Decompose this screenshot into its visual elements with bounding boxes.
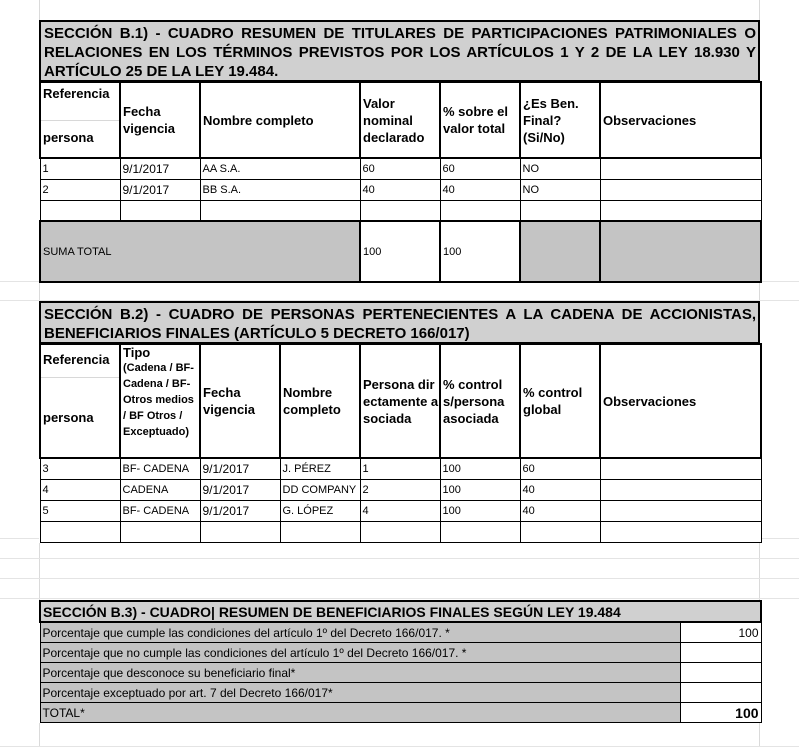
b2-cell-empty[interactable] <box>520 521 600 542</box>
b2-cell-persona[interactable]: 4 <box>360 500 440 521</box>
b1-cell-pct[interactable]: 60 <box>440 158 520 179</box>
b2-cell-nombre[interactable]: DD COMPANY <box>280 479 360 500</box>
b2-cell-ref[interactable]: 4 <box>40 479 120 500</box>
b2-header-fecha: Fecha vigencia <box>200 344 280 458</box>
b3-row-value[interactable] <box>680 663 761 683</box>
b2-cell-control[interactable]: 100 <box>440 500 520 521</box>
b1-header-nombre: Nombre completo <box>200 82 360 158</box>
b1-header-ref-top: Referencia <box>43 86 110 101</box>
b1-header-fecha: Fecha vigencia <box>120 82 200 158</box>
gridline <box>0 578 799 579</box>
table-row <box>40 200 761 221</box>
b1-header-referencia <box>40 82 120 158</box>
table-row <box>40 158 761 179</box>
b1-cell-valor[interactable]: 60 <box>360 158 440 179</box>
b1-cell-fecha[interactable]: 9/1/2017 <box>120 158 200 179</box>
b3-row-label: Porcentaje que cumple las condiciones del artículo 1º del Decreto 166/017. * <box>40 622 680 643</box>
b1-cell-ben[interactable]: NO <box>520 179 600 200</box>
section-b1-table <box>39 81 762 283</box>
b3-row-value[interactable] <box>680 643 761 663</box>
b2-header-ref-top: Referencia <box>43 352 110 367</box>
table-row <box>40 500 761 521</box>
b2-cell-nombre[interactable]: J. PÉREZ <box>280 458 360 479</box>
b2-header-tipo <box>120 344 200 458</box>
b1-cell-empty[interactable] <box>200 200 360 221</box>
b1-cell-nombre[interactable]: BB S.A. <box>200 179 360 200</box>
b1-cell-nombre[interactable]: AA S.A. <box>200 158 360 179</box>
section-b3-table <box>39 600 762 723</box>
b2-cell-fecha[interactable]: 9/1/2017 <box>200 479 280 500</box>
b2-cell-control[interactable]: 100 <box>440 479 520 500</box>
table-row <box>40 479 761 500</box>
b1-cell-obs[interactable] <box>600 179 761 200</box>
b3-total-value: 100 <box>680 703 761 723</box>
b1-cell-fecha[interactable]: 9/1/2017 <box>120 179 200 200</box>
table-row <box>40 521 761 542</box>
b2-header-referencia <box>40 344 120 458</box>
b2-cell-tipo[interactable]: BF- CADENA <box>120 458 200 479</box>
b2-header-ref-bottom: persona <box>41 377 119 457</box>
b3-total-label: TOTAL* <box>40 703 680 723</box>
b1-header-pct: % sobre el valor total <box>440 82 520 158</box>
b2-cell-global[interactable]: 40 <box>520 500 600 521</box>
b1-cell-pct[interactable]: 40 <box>440 179 520 200</box>
section-b2-title: SECCIÓN B.2) - CUADRO DE PERSONAS PERTENECIENTES A LA CADENA DE ACCIONISTAS, BENEFICIARIOS FINALES (ARTÍCULO 5 DECRETO 166/017) <box>39 301 760 344</box>
b2-cell-empty[interactable] <box>200 521 280 542</box>
b2-cell-tipo[interactable]: BF- CADENA <box>120 500 200 521</box>
b1-header-valor: Valor nominal declarado <box>360 82 440 158</box>
section-b2-table <box>39 343 762 543</box>
b1-cell-ben[interactable]: NO <box>520 158 600 179</box>
b1-total-row <box>40 221 761 282</box>
b3-row-value[interactable] <box>680 683 761 703</box>
table-row <box>40 643 761 663</box>
b1-total-pct: 100 <box>440 221 520 282</box>
b2-header-tipo-sub: (Cadena / BF-Cadena / BF-Otros medios / BF Otros / Exceptuado) <box>123 362 194 438</box>
b1-header-observaciones: Observaciones <box>600 82 761 158</box>
b2-cell-persona[interactable]: 1 <box>360 458 440 479</box>
b2-cell-obs[interactable] <box>600 479 761 500</box>
gridline <box>0 558 799 559</box>
b3-row-value[interactable]: 100 <box>680 622 761 643</box>
b2-header-nombre: Nombre completo <box>280 344 360 458</box>
b2-cell-empty[interactable] <box>280 521 360 542</box>
b1-cell-empty[interactable] <box>120 200 200 221</box>
b2-cell-fecha[interactable]: 9/1/2017 <box>200 500 280 521</box>
b2-cell-empty[interactable] <box>600 521 761 542</box>
b1-total-ben <box>520 221 600 282</box>
b2-cell-fecha[interactable]: 9/1/2017 <box>200 458 280 479</box>
b1-cell-empty[interactable] <box>40 200 120 221</box>
b3-row-label: Porcentaje que no cumple las condiciones del artículo 1º del Decreto 166/017. * <box>40 643 680 663</box>
b3-total-row <box>40 703 761 723</box>
b2-cell-nombre[interactable]: G. LÓPEZ <box>280 500 360 521</box>
gridline <box>0 598 799 599</box>
b1-cell-empty[interactable] <box>360 200 440 221</box>
b1-header-ben-final: ¿Es Ben. Final? (Si/No) <box>520 82 600 158</box>
b1-cell-empty[interactable] <box>440 200 520 221</box>
b2-header-global: % control global <box>520 344 600 458</box>
b2-cell-tipo[interactable]: CADENA <box>120 479 200 500</box>
b2-cell-empty[interactable] <box>440 521 520 542</box>
section-b3-title: SECCIÓN B.3) - CUADRO| RESUMEN DE BENEFICIARIOS FINALES SEGÚN LEY 19.484 <box>40 601 761 622</box>
table-row <box>40 179 761 200</box>
b1-total-valor: 100 <box>360 221 440 282</box>
b2-cell-obs[interactable] <box>600 458 761 479</box>
b2-cell-global[interactable]: 60 <box>520 458 600 479</box>
b2-cell-empty[interactable] <box>40 521 120 542</box>
table-row <box>40 458 761 479</box>
b1-cell-empty[interactable] <box>600 200 761 221</box>
b1-total-label: SUMA TOTAL <box>40 221 360 282</box>
b3-row-label: Porcentaje exceptuado por art. 7 del Decreto 166/017* <box>40 683 680 703</box>
b3-row-label: Porcentaje que desconoce su beneficiario final* <box>40 663 680 683</box>
b2-header-observaciones: Observaciones <box>600 344 761 458</box>
b2-cell-persona[interactable]: 2 <box>360 479 440 500</box>
b1-cell-ref[interactable]: 2 <box>40 179 120 200</box>
b1-cell-valor[interactable]: 40 <box>360 179 440 200</box>
section-b1-title: SECCIÓN B.1) - CUADRO RESUMEN DE TITULARES DE PARTICIPACIONES PATRIMONIALES O RELACIONES EN LOS TÉRMINOS PREVISTOS POR LOS ARTÍCULOS 1 Y 2 DE LA LEY 18.930 Y ARTÍCULO 25 DE LA LEY 19.484. <box>39 20 760 82</box>
b1-cell-empty[interactable] <box>520 200 600 221</box>
b1-cell-obs[interactable] <box>600 158 761 179</box>
b2-header-persona: Persona directamente asociada <box>360 344 440 458</box>
b2-cell-ref[interactable]: 5 <box>40 500 120 521</box>
b1-total-obs <box>600 221 761 282</box>
table-row <box>40 622 761 643</box>
b2-cell-empty[interactable] <box>360 521 440 542</box>
b2-cell-global[interactable]: 40 <box>520 479 600 500</box>
b1-header-ref-bottom: persona <box>41 120 119 157</box>
b2-header-tipo-top: Tipo <box>123 345 151 360</box>
table-row <box>40 663 761 683</box>
b1-cell-ref[interactable]: 1 <box>40 158 120 179</box>
b2-header-control: % control s/persona asociada <box>440 344 520 458</box>
b2-cell-control[interactable]: 100 <box>440 458 520 479</box>
table-row <box>40 683 761 703</box>
b2-cell-empty[interactable] <box>120 521 200 542</box>
b2-cell-obs[interactable] <box>600 500 761 521</box>
b2-cell-ref[interactable]: 3 <box>40 458 120 479</box>
